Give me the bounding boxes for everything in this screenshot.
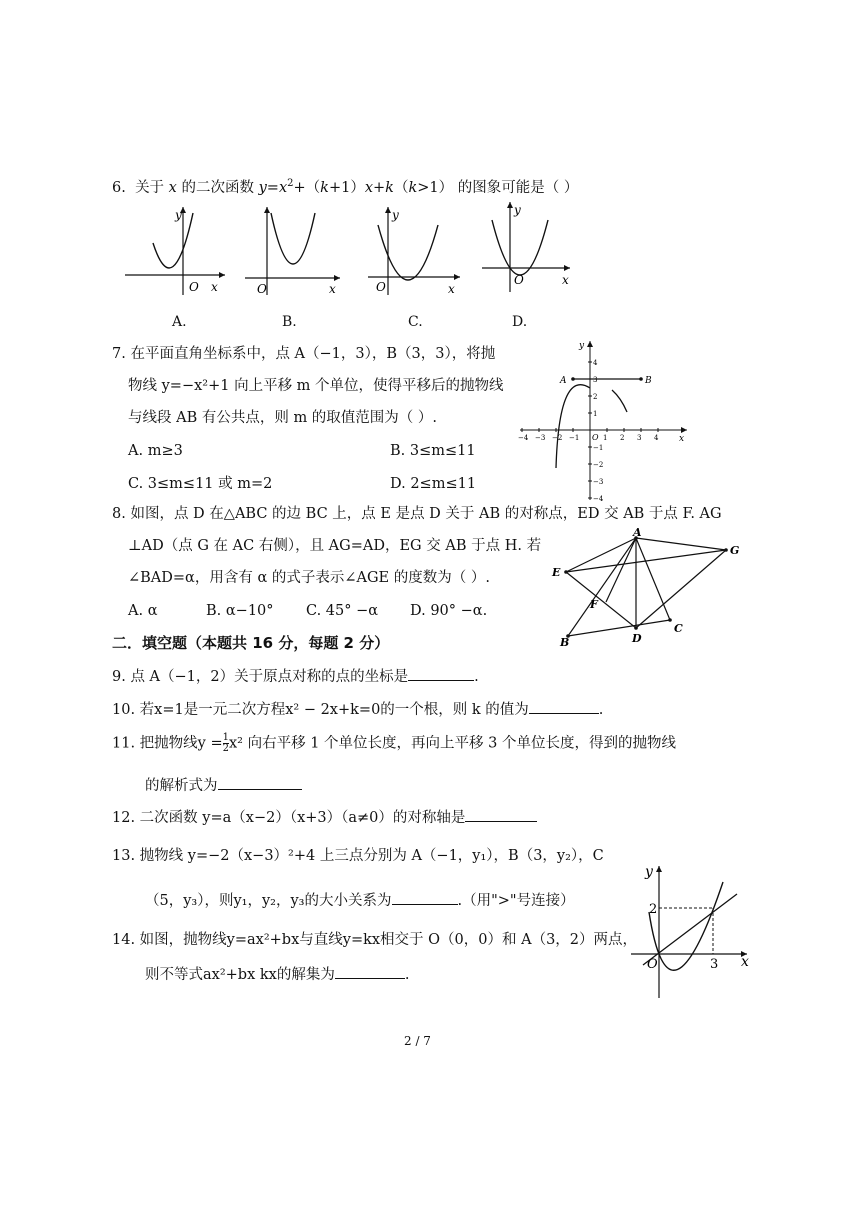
q14-tick-2: 2 [649, 902, 658, 917]
q6-text: 6. 关于 x 的二次函数 $y=x^2+(k+1)x+k(k>1)$ 的图象可能是（ ） [112, 178, 579, 196]
q7-xtick-label: −2 [552, 434, 563, 442]
q8-option-b: B. α−10° [206, 603, 274, 619]
q13-line2: （5，y₃），则y₁，y₂，y₃的大小关系为 .（用">"号连接） [145, 890, 575, 911]
q7-figure [515, 338, 695, 503]
q12-answer-blank[interactable] [465, 807, 537, 822]
q8-line3: ∠BAD=α，用含有 α 的式子表示∠AGE 的度数为（ ）. [128, 570, 490, 586]
q6-option-a: A. [172, 314, 187, 330]
q7-point-a-label: A [560, 376, 567, 386]
q6b-x-label: x [329, 282, 336, 296]
q6-option-b: B. [282, 314, 297, 330]
q6d-y-label: y [514, 203, 521, 217]
q7-ytick-label: 2 [593, 393, 598, 401]
q7-ytick-label: 4 [593, 359, 598, 367]
q6-option-d: D. [512, 314, 528, 330]
q6-graph-d [482, 200, 592, 295]
q8-line1: 8. 如图，点 D 在△ABC 的边 BC 上，点 E 是点 D 关于 AB 的对称点，ED 交 AB 于点 F. AG [112, 506, 722, 522]
q14-y-label: y [645, 864, 653, 880]
q14-origin-label: O [647, 957, 658, 972]
q7-xtick-label: 2 [620, 434, 625, 442]
q8-label-c: C [674, 622, 683, 635]
q7-line1: 7. 在平面直角坐标系中，点 A（−1，3），B（3，3），将抛 [112, 346, 496, 362]
q7-ytick-label: −3 [593, 478, 604, 486]
q8-label-g: G [730, 544, 740, 557]
q8-label-e: E [552, 566, 561, 579]
q14-line1: 14. 如图，抛物线y=ax²+bx与直线y=kx相交于 O（0，0）和 A（3，2）两点， [112, 932, 638, 948]
q6-graph-a [125, 205, 235, 300]
q11-fraction: $\frac{1}{2}$ [222, 732, 229, 754]
q8-label-d: D [632, 632, 642, 645]
q7-xtick-label: −1 [569, 434, 580, 442]
q7-point-b-label: B [645, 376, 652, 386]
q7-xtick-label: 1 [603, 434, 608, 442]
q9-answer-blank[interactable] [408, 666, 474, 681]
q7-ytick-label: −1 [593, 444, 604, 452]
q14-x-label: x [741, 954, 749, 970]
q6a-x-label: x [211, 280, 218, 294]
q6c-origin-label: O [376, 280, 386, 294]
q10-text: 10. 若x=1是一元二次方程x² − 2x+k=0的一个根，则 k 的值为 . [112, 699, 603, 720]
q10-answer-blank[interactable] [529, 699, 599, 714]
q7-x-label: x [679, 434, 685, 444]
q7-option-b: B. 3≤m≤11 [390, 443, 476, 459]
q7-xtick-label: 3 [637, 434, 642, 442]
q7-ytick-label: 1 [593, 410, 598, 418]
section2-title: 二．填空题（本题共 16 分，每题 2 分） [112, 634, 390, 652]
q14-line2: 则不等式ax²+bx kx的解集为 . [145, 964, 409, 985]
q7-ytick-label: 3 [593, 376, 598, 384]
q6-graph-c [368, 205, 478, 300]
q8-line2: ⊥AD（点 G 在 AC 右侧），且 AG=AD，EG 交 AB 于点 H. 若 [128, 538, 542, 554]
q12-text: 12. 二次函数 y=a（x−2）（x+3）（a≠0）的对称轴是 [112, 807, 537, 828]
q11-text: 11. 把抛物线y = $\frac{1}{2}$ x² 向右平移 1 个单位长度，再向上平移 3 个单位长度，得到的抛物线 [112, 732, 676, 754]
page-number: 2 / 7 [404, 1034, 431, 1048]
q6c-x-label: x [448, 282, 455, 296]
q14-tick-3: 3 [710, 957, 719, 972]
q7-xtick-label: −4 [518, 434, 529, 442]
q11-answer-blank[interactable] [218, 775, 302, 790]
q7-line2: 物线 y=−x²+1 向上平移 m 个单位，使得平移后的抛物线 [128, 378, 504, 394]
q7-ytick-label: −4 [593, 495, 604, 503]
q8-option-c: C. 45° −α [306, 603, 379, 619]
q7-option-d: D. 2≤m≤11 [390, 476, 477, 492]
q8-option-d: D. 90° −α. [410, 603, 488, 619]
q7-option-c: C. 3≤m≤11 或 m=2 [128, 476, 273, 492]
q7-line3: 与线段 AB 有公共点，则 m 的取值范围为（ ）. [128, 410, 438, 426]
q11-line2: 的解析式为 [145, 775, 302, 796]
q7-xtick-label: −3 [535, 434, 546, 442]
q8-option-a: A. α [128, 603, 158, 619]
q7-ytick-label: −2 [593, 461, 604, 469]
q6-graph-b [245, 205, 355, 300]
q8-label-a: A [633, 526, 642, 539]
q7-xtick-label: 4 [654, 434, 659, 442]
q14-answer-blank[interactable] [335, 964, 405, 979]
q13-answer-blank[interactable] [392, 890, 458, 905]
q6b-origin-label: O [257, 282, 267, 296]
q9-text: 9. 点 A（−1，2）关于原点对称的点的坐标是 . [112, 666, 479, 687]
q13-line1: 13. 抛物线 y=−2（x−3）²+4 上三点分别为 A（−1，y₁），B（3，y₂），C [112, 848, 604, 864]
q6c-y-label: y [392, 208, 399, 222]
q7-origin-label: O [592, 433, 599, 442]
q6d-origin-label: O [514, 273, 524, 287]
q7-option-a: A. m≥3 [128, 443, 183, 459]
q8-label-f: F [590, 598, 598, 611]
q6-option-c: C. [408, 314, 423, 330]
q6a-origin-label: O [189, 280, 199, 294]
q7-y-label: y [579, 341, 585, 351]
q8-figure [548, 528, 748, 658]
q8-label-b: B [560, 636, 570, 649]
q6a-y-label: y [175, 208, 182, 222]
q6d-x-label: x [562, 273, 569, 287]
q14-figure [625, 862, 755, 1002]
